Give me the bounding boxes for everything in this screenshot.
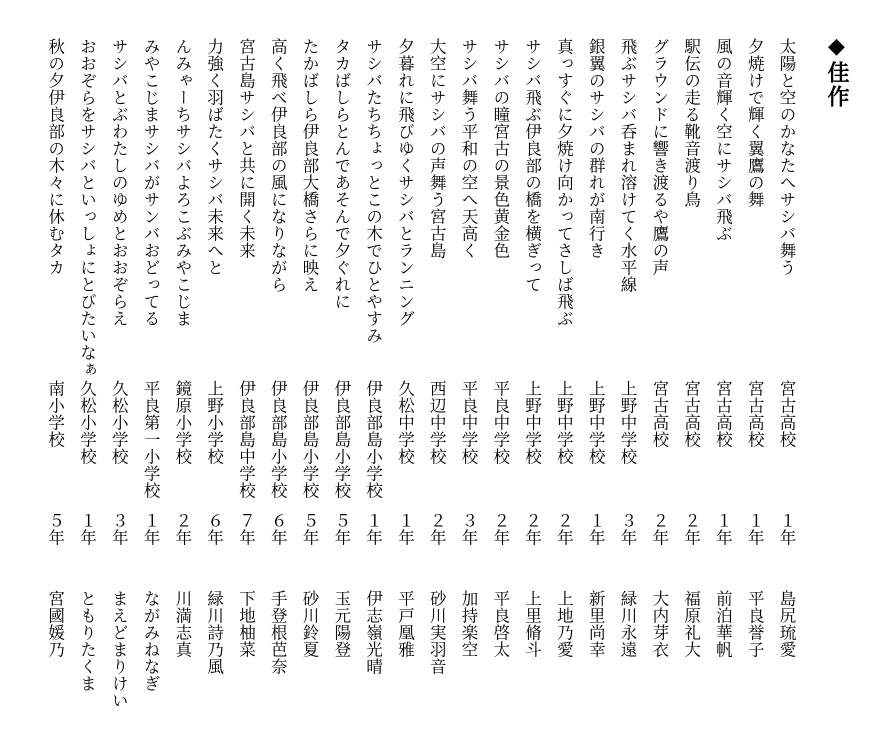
school-name: 上野小学校 <box>204 380 224 465</box>
entry <box>230 38 262 718</box>
entry <box>134 38 166 718</box>
author-name: 平良誉子 <box>745 590 765 658</box>
entry <box>357 38 389 718</box>
entry <box>325 38 357 718</box>
school-name: 上野中学校 <box>618 380 638 465</box>
school-name: 宮古高校 <box>745 380 765 448</box>
author-name: まえどまりけい <box>109 590 129 709</box>
haiku-text: 太陽と空のかなたへサシバ舞う <box>777 38 796 276</box>
school-name: 上野中学校 <box>522 380 542 465</box>
school-name: 宮古高校 <box>777 380 796 448</box>
school-name: 伊良部島中学校 <box>236 380 256 499</box>
haiku-text: んみゃーちサシバよろこぶみやこじま <box>172 38 192 327</box>
grade-label: ２年 <box>522 512 542 546</box>
haiku-text: 飛ぶサシバ呑まれ溶けてく水平線 <box>618 38 638 293</box>
school-name: 久松小学校 <box>109 380 129 465</box>
haiku-text: 真っすぐに夕焼け向かってさしば飛ぶ <box>554 38 574 327</box>
author-name: ともりたくま <box>77 590 97 692</box>
school-name: 伊良部島小学校 <box>331 380 351 499</box>
haiku-text: おおぞらをサシバといっしょにとびたいなぁ <box>77 38 97 378</box>
grade-label: ３年 <box>618 512 638 546</box>
haiku-text: 夕焼けで輝く翼鷹の舞 <box>745 38 765 208</box>
entry <box>452 38 484 718</box>
author-name: 加持楽空 <box>459 590 479 658</box>
grade-label: ７年 <box>236 512 256 546</box>
haiku-text: 宮古島サシバと共に開く未来 <box>236 38 256 259</box>
author-name: 伊志嶺光晴 <box>363 590 383 675</box>
haiku-text: 高く飛べ伊良部の風になりながら <box>268 38 288 293</box>
entries-list <box>42 38 802 718</box>
haiku-text: サシバとぶわたしのゆめとおおぞらえ <box>109 38 129 327</box>
entry <box>707 38 739 718</box>
entry <box>579 38 611 718</box>
grade-label: ２年 <box>554 512 574 546</box>
author-name: 大内芽衣 <box>649 590 669 658</box>
author-name: 下地柚菜 <box>236 590 256 658</box>
grade-label: ５年 <box>45 512 65 546</box>
author-name: ながみねなぎ <box>141 590 161 692</box>
author-name: 砂川鈴夏 <box>300 590 320 658</box>
author-name: 平戸凰雅 <box>395 590 415 658</box>
school-name: 伊良部島小学校 <box>363 380 383 499</box>
entry <box>389 38 421 718</box>
school-name: 宮古高校 <box>681 380 701 448</box>
entry <box>261 38 293 718</box>
entry <box>420 38 452 718</box>
haiku-text: たかばしら伊良部大橋さらに映え <box>300 38 320 293</box>
school-name: 平良中学校 <box>490 380 510 465</box>
entry <box>102 38 134 718</box>
author-name: 川満志真 <box>172 590 192 658</box>
entry <box>611 38 643 718</box>
author-name: 宮國媛乃 <box>45 590 65 658</box>
author-name: 福原礼大 <box>681 590 701 658</box>
grade-label: １年 <box>777 512 796 546</box>
grade-label: ２年 <box>490 512 510 546</box>
grade-label: ５年 <box>300 512 320 546</box>
haiku-text: 大空にサシバの声舞う宮古島 <box>427 38 447 259</box>
haiku-text: 銀翼のサシバの群れが南行き <box>586 38 606 259</box>
haiku-text: 夕暮れに飛びゆくサシバとランニング <box>395 38 415 327</box>
author-name: 玉元陽登 <box>331 590 351 658</box>
grade-label: ２年 <box>427 512 447 546</box>
school-name: 久松小学校 <box>77 380 97 465</box>
school-name: 宮古高校 <box>713 380 733 448</box>
grade-label: ３年 <box>109 512 129 546</box>
haiku-text: 駅伝の走る靴音渡り鳥 <box>681 38 701 208</box>
author-name: 上地乃愛 <box>554 590 574 658</box>
section-heading: ◆佳作 <box>824 34 849 109</box>
entry <box>643 38 675 718</box>
school-name: 伊良部島小学校 <box>300 380 320 499</box>
school-name: 南小学校 <box>45 380 65 448</box>
author-name: 緑川永遠 <box>618 590 638 658</box>
grade-label: １年 <box>395 512 415 546</box>
school-name: 上野中学校 <box>586 380 606 465</box>
grade-label: ２年 <box>649 512 669 546</box>
school-name: 鏡原小学校 <box>172 380 192 465</box>
entry <box>516 38 548 718</box>
author-name: 砂川実羽音 <box>427 590 447 675</box>
haiku-text: みやこじまサシバがサンバおどってる <box>141 38 161 327</box>
entry <box>39 38 71 718</box>
grade-label: １年 <box>586 512 606 546</box>
grade-label: ６年 <box>204 512 224 546</box>
haiku-text: 秋の夕伊良部の木々に休むタカ <box>45 38 65 276</box>
author-name: 緑川詩乃風 <box>204 590 224 675</box>
entry <box>675 38 707 718</box>
school-name: 西辺中学校 <box>427 380 447 465</box>
entry <box>548 38 580 718</box>
grade-label: １年 <box>745 512 765 546</box>
grade-label: １年 <box>141 512 161 546</box>
entry <box>198 38 230 718</box>
grade-label: １年 <box>713 512 733 546</box>
haiku-text: タカばしらとんであそんで夕ぐれに <box>331 38 351 310</box>
grade-label: ３年 <box>459 512 479 546</box>
school-name: 平良第一小学校 <box>141 380 161 499</box>
school-name: 上野中学校 <box>554 380 574 465</box>
author-name: 島尻琉愛 <box>777 590 796 658</box>
grade-label: ５年 <box>331 512 351 546</box>
author-name: 前泊華帆 <box>713 590 733 658</box>
haiku-text: サシバたちちょっとこの木でひとやすみ <box>363 38 383 344</box>
school-name: 平良中学校 <box>459 380 479 465</box>
haiku-text: 風の音輝く空にサシバ飛ぶ <box>713 38 733 242</box>
grade-label: ２年 <box>172 512 192 546</box>
entry <box>166 38 198 718</box>
entry <box>770 38 802 718</box>
haiku-text: 力強く羽ばたくサシバ未来へと <box>204 38 224 276</box>
grade-label: １年 <box>77 512 97 546</box>
author-name: 平良啓太 <box>490 590 510 658</box>
entry <box>293 38 325 718</box>
grade-label: ６年 <box>268 512 288 546</box>
entry <box>71 38 103 718</box>
haiku-text: グラウンドに響き渡るや鷹の声 <box>649 38 669 276</box>
school-name: 伊良部島小学校 <box>268 380 288 499</box>
author-name: 新里尚幸 <box>586 590 606 658</box>
author-name: 上里脩斗 <box>522 590 542 658</box>
haiku-text: サシバの瞳宮古の景色黄金色 <box>490 38 510 259</box>
entry <box>738 38 770 718</box>
school-name: 久松中学校 <box>395 380 415 465</box>
grade-label: １年 <box>363 512 383 546</box>
haiku-text: サシバ舞う平和の空へ天高く <box>459 38 479 259</box>
school-name: 宮古高校 <box>649 380 669 448</box>
author-name: 手登根芭奈 <box>268 590 288 675</box>
entry <box>484 38 516 718</box>
haiku-text: サシバ飛ぶ伊良部の橋を横ぎって <box>522 38 542 293</box>
grade-label: ２年 <box>681 512 701 546</box>
